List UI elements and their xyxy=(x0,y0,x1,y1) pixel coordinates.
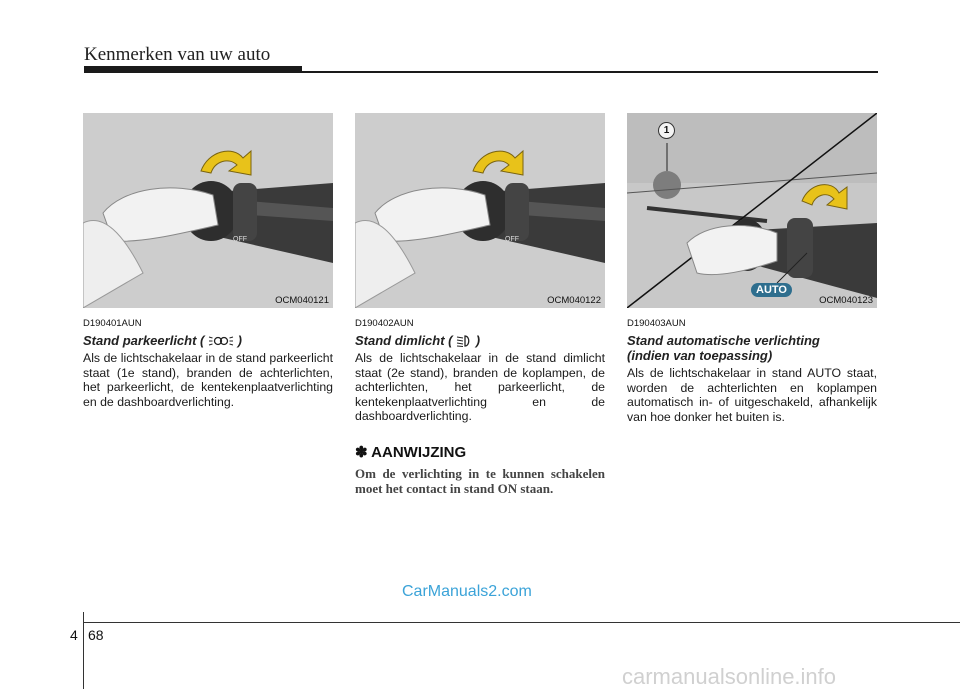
page-header-title: Kenmerken van uw auto xyxy=(84,44,271,65)
auto-badge: AUTO xyxy=(751,283,792,297)
section-low-beam xyxy=(355,318,605,496)
section-title xyxy=(83,333,333,348)
page-number: 68 xyxy=(88,627,104,643)
figure-code: OCM040123 xyxy=(819,295,873,306)
section-code: D190402AUN xyxy=(355,318,414,329)
section-auto-light xyxy=(627,318,877,424)
section-title-line1: Stand automatische verlichting xyxy=(627,333,820,348)
callout-number-badge: 1 xyxy=(658,122,675,139)
section-title-text: Stand parkeerlicht ( xyxy=(83,333,205,348)
section-title-suffix: ) xyxy=(475,333,481,348)
svg-text:OFF: OFF xyxy=(233,236,247,243)
section-body: Als de lichtschakelaar in stand AUTO staat, worden de achterlichten en koplampen automatisch in- of uitgeschakeld, afhankelijk van hoe donker het buiten is. xyxy=(627,366,877,424)
watermark-link[interactable]: CarManuals2.com xyxy=(402,583,532,600)
light-switch-illustration xyxy=(83,113,333,308)
section-title xyxy=(355,333,605,348)
section-title-suffix: ) xyxy=(237,333,242,348)
footer-rule xyxy=(84,622,960,623)
figure-code: OCM040122 xyxy=(547,295,601,306)
figure-auto-light xyxy=(627,113,877,308)
section-parking-light xyxy=(83,318,333,409)
section-title-text: Stand dimlicht ( xyxy=(355,333,453,348)
note-heading: ✽ AANWIJZING xyxy=(355,443,467,461)
footer-divider xyxy=(83,612,84,689)
watermark-bottom: carmanualsonline.info xyxy=(622,664,837,689)
section-title-line2: (indien van toepassing) xyxy=(627,348,773,363)
figure-code: OCM040121 xyxy=(275,295,329,306)
section-code: D190401AUN xyxy=(83,318,142,329)
chapter-number: 4 xyxy=(70,627,78,643)
low-beam-icon xyxy=(456,334,472,348)
figure-parking-light xyxy=(83,113,333,308)
section-code: D190403AUN xyxy=(627,318,686,329)
note-body: Om de verlichting in te kunnen schakelen moet het contact in stand ON staan. xyxy=(355,465,605,496)
light-switch-illustration xyxy=(355,113,605,308)
header-rule xyxy=(84,71,878,73)
parking-light-icon xyxy=(208,334,234,348)
svg-text:OFF: OFF xyxy=(505,236,519,243)
auto-light-illustration xyxy=(627,113,877,308)
section-body: Als de lichtschakelaar in de stand parkeerlicht staat (1e stand), branden de achterlichten, het parkeerlicht, de kentekenplaatverlichting en de dashboardverlichting. xyxy=(83,351,333,409)
section-title xyxy=(627,333,877,363)
section-body: Als de lichtschakelaar in de stand dimlicht staat (2e stand), branden de koplampen, de achterlichten, het parkeerlicht, de kentekenplaatverlichting en de dashboardverlichting. xyxy=(355,351,605,423)
figure-low-beam xyxy=(355,113,605,308)
